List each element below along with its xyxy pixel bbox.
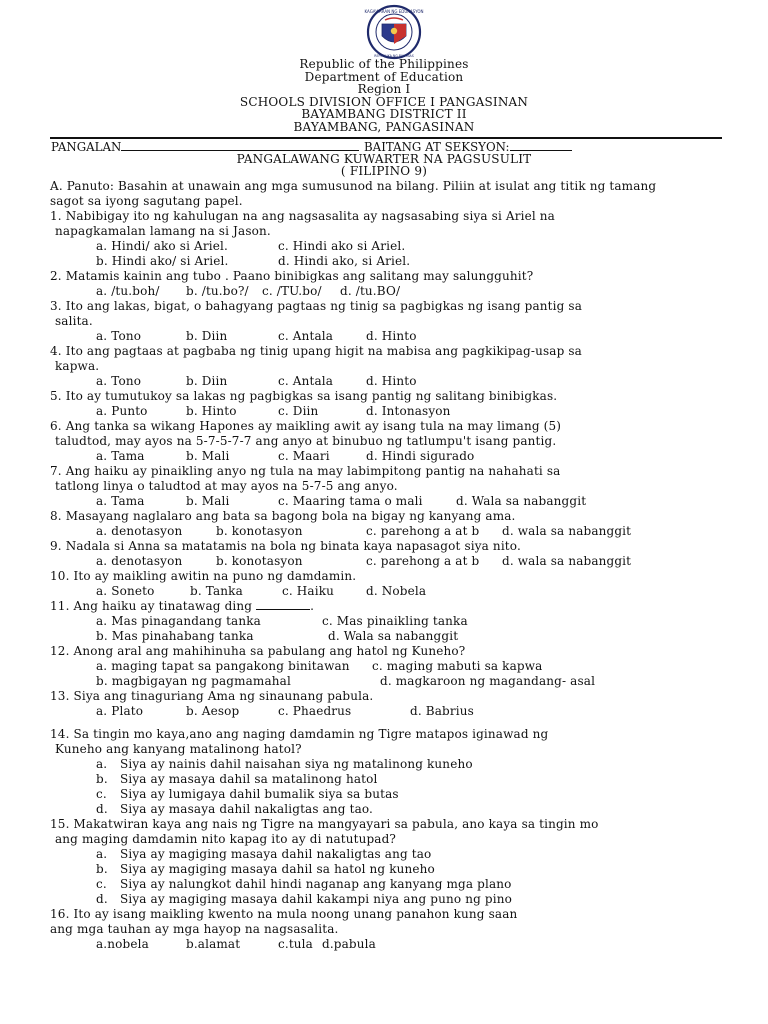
choice-c[interactable]: c. parehong a at b [366,524,480,538]
choice-a[interactable]: a. Soneto [96,584,155,598]
choice-a[interactable]: Siya ay magiging masaya dahil nakaligtas ang tao [120,847,432,861]
choice-row [50,524,730,539]
choice-row [50,674,730,689]
instructions-line: sagot sa iyong sagutang papel. [50,194,243,208]
question-text: 8. Masayang naglalaro ang bata sa bagong bola na bigay ng kanyang ama. [50,509,516,523]
choice-b[interactable]: b.alamat [186,937,241,951]
choice-d[interactable]: Siya ay magiging masaya dahil kakampi niya ang puno ng pino [120,892,512,906]
question-text: 10. Ito ay maikling awitin na puno ng damdamin. [50,569,357,583]
choice-b[interactable]: Siya ay magiging masaya dahil sa hatol ng kuneho [120,862,435,876]
choice-b[interactable]: b. Hindi ako/ si Ariel. [96,254,229,268]
choice-d[interactable]: d. Hindi sigurado [366,449,475,463]
question-text: ang mga tauhan ay mga hayop na nagsasalita. [50,922,339,936]
choice-b[interactable]: Siya ay masaya dahil sa matalinong hatol [120,772,378,786]
question-text: taludtod, may ayos na 5-7-5-7-7 ang anyo at binubuo ng tatlumpu't isang pantig. [55,434,557,448]
choice-row [50,239,730,254]
choice-letter: b. [96,862,108,876]
spacer [50,719,730,727]
question-text: salita. [55,314,93,328]
choice-row [50,284,730,299]
header-line: Department of Education [304,69,464,84]
choice-row [50,862,730,877]
choice-d[interactable]: d. Intonasyon [366,404,451,418]
choice-d[interactable]: d. /tu.BO/ [340,284,401,298]
question-text: 7. Ang haiku ay pinaikling anyo ng tula na may labimpitong pantig na nahahati sa [50,464,561,478]
question-text: 11. Ang haiku ay tinatawag ding . [50,599,315,613]
choice-row [50,877,730,892]
choice-letter: b. [96,772,108,786]
choice-row [50,937,730,952]
choice-a[interactable]: a. Punto [96,404,148,418]
choice-b[interactable]: b. Mali [186,494,230,508]
choice-d[interactable]: d. Babrius [410,704,474,718]
instructions-line: A. Panuto: Basahin at unawain ang mga sumusunod na bilang. Piliin at isulat ang titik ng tamang [50,179,657,193]
question-text: 15. Makatwiran kaya ang nais ng Tigre na mangyayari sa pabula, ano kaya sa tingin mo [50,817,599,831]
choice-c[interactable]: c. Hindi ako si Ariel. [278,239,406,253]
exam-title-main: PANGALAWANG KUWARTER NA PAGSUSULIT [236,152,532,166]
section-label: BAITANG AT SEKSYON: [364,140,510,154]
choice-b[interactable]: b. Hinto [186,404,237,418]
question-text: 6. Ang tanka sa wikang Hapones ay maikling awit ay isang tula na may limang (5) [50,419,562,433]
choice-a[interactable]: a. /tu.boh/ [96,284,160,298]
choice-letter: a. [96,757,108,771]
choice-c[interactable]: c. Maari [278,449,330,463]
exam-title [0,153,768,178]
header-divider [50,137,722,139]
choice-row [50,584,730,599]
question-text: 14. Sa tingin mo kaya,ano ang naging damdamin ng Tigre matapos iginawad ng [50,727,549,741]
choice-c[interactable]: Siya ay nalungkot dahil hindi naganap ang kanyang mga plano [120,877,512,891]
choice-d[interactable]: Siya ay masaya dahil nakaligtas ang tao. [120,802,374,816]
question-text: 12. Anong aral ang mahihinuha sa pabulang ang hatol ng Kuneho? [50,644,466,658]
exam-subject: ( FILIPINO 9) [340,164,428,179]
choice-letter: d. [96,802,108,816]
choice-a[interactable]: a. Tama [96,494,145,508]
choice-row [50,704,730,719]
choice-a[interactable]: a. Hindi/ ako si Ariel. [96,239,228,253]
choice-b[interactable]: b. magbigayan ng pagmamahal [96,674,291,688]
choice-letter: d. [96,892,108,906]
choice-d[interactable]: d. Hindi ako, si Ariel. [278,254,411,268]
choice-letter: c. [96,787,107,801]
answer-blank [256,600,310,610]
choice-c[interactable]: c.tula [278,937,313,951]
choice-c[interactable]: c. Maaring tama o mali [278,494,423,508]
choice-a[interactable]: a.nobela [96,937,149,951]
header-line: BAYAMBANG, PANGASINAN [293,119,475,134]
svg-text:KAGAWARAN NG EDUKASYON: KAGAWARAN NG EDUKASYON [364,9,424,14]
question-text: 13. Siya ang tinaguriang Ama ng sinaunang pabula. [50,689,374,703]
choice-b[interactable]: b. Aesop [186,704,240,718]
choice-a[interactable]: a. Tono [96,374,142,388]
choice-d[interactable]: d. Hinto [366,329,417,343]
choice-d[interactable]: d. magkaroon ng magandang- asal [380,674,596,688]
choice-b[interactable]: b. Tanka [190,584,243,598]
choice-a[interactable]: a. denotasyon [96,524,183,538]
choice-c[interactable]: c. maging mabuti sa kapwa [372,659,543,673]
choice-row [50,449,730,464]
header-line: Region I [357,82,411,97]
question-text: napagkamalan lamang na si Jason. [55,224,271,238]
choice-a[interactable]: a. maging tapat sa pangakong binitawan [96,659,350,673]
choice-c[interactable]: c. Antala [278,329,334,343]
choice-row [50,554,730,569]
name-label: PANGALAN [51,140,122,154]
choice-c[interactable]: c. parehong a at b [366,554,480,568]
choice-row [50,772,730,787]
name-blank[interactable] [121,140,359,151]
choice-letter: a. [96,847,108,861]
header-line: BAYAMBANG DISTRICT II [301,107,467,122]
choice-d[interactable]: d. wala sa nabanggit [502,524,632,538]
choice-row [50,847,730,862]
choice-a[interactable]: a. Plato [96,704,144,718]
choice-a[interactable]: Siya ay nainis dahil naisahan siya ng matalinong kuneho [120,757,473,771]
choice-a[interactable]: a. Tama [96,449,145,463]
deped-seal-logo [355,4,433,60]
choice-b[interactable]: b. Mas pinahabang tanka [96,629,254,643]
question-text: kapwa. [55,359,100,373]
choice-c[interactable]: c. Diin [278,404,319,418]
choice-row [50,374,730,389]
choice-b[interactable]: b. konotasyon [216,524,303,538]
choice-row [50,659,730,674]
choice-b[interactable]: b. Diin [186,329,228,343]
choice-a[interactable]: a. Tono [96,329,142,343]
choice-row [50,254,730,269]
question-text: 2. Matamis kainin ang tubo . Paano binibigkas ang salitang may salungguhit? [50,269,534,283]
choice-d[interactable]: d. Nobela [366,584,427,598]
choice-row [50,329,730,344]
choice-row [50,404,730,419]
header-line: SCHOOLS DIVISION OFFICE I PANGASINAN [239,94,529,109]
header-line: Republic of the Philippines [299,57,469,71]
question-text: ang maging damdamin nito kapag ito ay di natutupad? [55,832,397,846]
question-text: 1. Nabibigay ito ng kahulugan na ang nagsasalita ay nagsasabing siya si Ariel na [50,209,555,223]
choice-d[interactable]: d. Wala sa nabanggit [328,629,459,643]
choice-d[interactable]: d. wala sa nabanggit [502,554,632,568]
question-text: 9. Nadala si Anna sa matatamis na bola ng binata kaya napasagot siya nito. [50,539,521,553]
choice-c[interactable]: c. Mas pinaikling tanka [322,614,468,628]
svg-text:REPUBLIKA NG PILIPINAS: REPUBLIKA NG PILIPINAS [374,54,414,58]
choice-d[interactable]: d. Hinto [366,374,417,388]
choice-b[interactable]: b. /tu.bo?/ [186,284,249,298]
letterhead [0,58,768,134]
choice-row [50,629,730,644]
choice-d[interactable]: d.pabula [322,937,376,951]
question-text: 4. Ito ang pagtaas at pagbaba ng tinig upang higit na mabisa ang pagkikipag-usap sa [50,344,582,358]
choice-b[interactable]: b. Mali [186,449,230,463]
choice-b[interactable]: b. Diin [186,374,228,388]
section-blank[interactable] [510,140,572,151]
choice-row [50,614,730,629]
choice-row [50,757,730,772]
choice-c[interactable]: c. Antala [278,374,334,388]
choice-d[interactable]: d. Wala sa nabanggit [456,494,587,508]
choice-a[interactable]: a. denotasyon [96,554,183,568]
choice-a[interactable]: a. Mas pinagandang tanka [96,614,261,628]
choice-letter: c. [96,877,107,891]
choice-c[interactable]: Siya ay lumigaya dahil bumalik siya sa butas [120,787,399,801]
choice-c[interactable]: c. Phaedrus [278,704,352,718]
question-text: 3. Ito ang lakas, bigat, o bahagyang pagtaas ng tinig sa pagbigkas ng isang pantig sa [50,299,583,313]
choice-row [50,787,730,802]
choice-c[interactable]: c. /TU.bo/ [262,284,322,298]
question-text: Kuneho ang kanyang matalinong hatol? [55,742,302,756]
choice-row [50,494,730,509]
choice-row [50,892,730,907]
question-text: tatlong linya o taludtod at may ayos na 5-7-5 ang anyo. [55,479,398,493]
exam-content [50,179,730,952]
choice-c[interactable]: c. Haiku [282,584,335,598]
choice-b[interactable]: b. konotasyon [216,554,303,568]
question-stem: 11. Ang haiku ay tinatawag ding [50,599,253,613]
question-text: 16. Ito ay isang maikling kwento na mula noong unang panahon kung saan [50,907,518,921]
choice-row [50,802,730,817]
question-text: 5. Ito ay tumutukoy sa lakas ng pagbigkas sa isang pantig ng salitang binibigkas. [50,389,558,403]
